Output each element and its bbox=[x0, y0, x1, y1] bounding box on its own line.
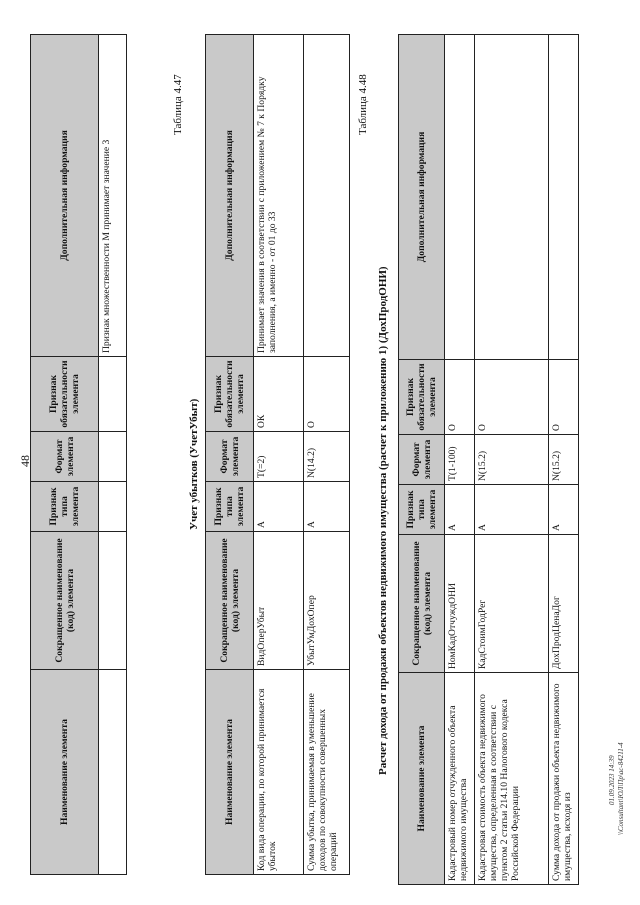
col-header-info: Дополнительная информация bbox=[399, 35, 445, 360]
col-header-mandatory: Признак обязательности элемента bbox=[206, 357, 254, 432]
cell-name: Сумма дохода от продажи объекта недвижимого имущества, исходя из bbox=[549, 673, 579, 885]
cell-mandatory: ОК bbox=[254, 357, 304, 432]
col-header-info: Дополнительная информация bbox=[31, 35, 99, 357]
table-row bbox=[99, 35, 127, 875]
footer-timestamp: 01.09.2023 14:39 bbox=[608, 755, 616, 805]
cell-name: Кадастровая стоимость объекта недвижимого имущества, определенная в соответствии с пунктом 2 статьи 214.10 Налогового кодекса Российской Федерации bbox=[475, 673, 549, 885]
table-row bbox=[304, 35, 350, 875]
cell-info: Принимает значения в соответствии с приложением № 7 к Порядку заполнения, а именно - от 01 до 33 bbox=[254, 35, 304, 357]
col-header-mandatory: Признак обязательности элемента bbox=[399, 360, 445, 435]
table-row bbox=[445, 35, 475, 885]
col-header-short: Сокращенное наименование (код) элемента bbox=[399, 535, 445, 673]
cell-name: Кадастровый номер отчужденного объекта недвижимого имущества bbox=[445, 673, 475, 885]
table-row bbox=[475, 35, 549, 885]
cell-type: А bbox=[445, 485, 475, 535]
cell-mandatory: О bbox=[445, 360, 475, 435]
cell-format: Т(1-100) bbox=[445, 435, 475, 485]
cell-type: А bbox=[304, 482, 350, 532]
cell-info: Признак множественности М принимает значение 3 bbox=[99, 35, 127, 357]
col-header-short: Сокращенное наименование (код) элемента bbox=[206, 532, 254, 670]
table-row bbox=[549, 35, 579, 885]
page-number: 48 bbox=[18, 455, 32, 467]
cell-format bbox=[99, 432, 127, 482]
cell-info bbox=[549, 35, 579, 360]
cell-mandatory: О bbox=[304, 357, 350, 432]
cell-type: А bbox=[254, 482, 304, 532]
table-title-4-47: Учет убытков (УчетУбыт) bbox=[188, 398, 200, 530]
col-header-format: Формат элемента bbox=[399, 435, 445, 485]
cell-type: А bbox=[475, 485, 549, 535]
col-header-format: Формат элемента bbox=[206, 432, 254, 482]
cell-short: ВидОперУбыт bbox=[254, 532, 304, 670]
cell-format: N(14.2) bbox=[304, 432, 350, 482]
cell-name bbox=[99, 670, 127, 875]
cell-info bbox=[445, 35, 475, 360]
cell-info bbox=[475, 35, 549, 360]
col-header-type: Признак типа элемента bbox=[206, 482, 254, 532]
col-header-info: Дополнительная информация bbox=[206, 35, 254, 357]
col-header-mandatory: Признак обязательности элемента bbox=[31, 357, 99, 432]
col-header-name: Наименование элемента bbox=[206, 670, 254, 875]
cell-format: N(15.2) bbox=[475, 435, 549, 485]
table-caption-4-48: Таблица 4.48 bbox=[357, 74, 369, 135]
cell-mandatory: О bbox=[549, 360, 579, 435]
cell-type: А bbox=[549, 485, 579, 535]
table-caption-4-47: Таблица 4.47 bbox=[172, 74, 184, 135]
cell-mandatory: О bbox=[475, 360, 549, 435]
cell-short: УбытУмДохОпер bbox=[304, 532, 350, 670]
table-title-4-48: Расчет дохода от продажи объектов недвижимого имущества (расчет к приложению 1) (ДохПродОНИ) bbox=[377, 266, 389, 775]
col-header-name: Наименование элемента bbox=[31, 670, 99, 875]
table-4-47 bbox=[205, 34, 350, 875]
cell-mandatory bbox=[99, 357, 127, 432]
cell-type bbox=[99, 482, 127, 532]
col-header-format: Формат элемента bbox=[31, 432, 99, 482]
cell-short bbox=[99, 532, 127, 670]
table-4-48 bbox=[398, 34, 579, 885]
cell-short: КадСтоимГодРег bbox=[475, 535, 549, 673]
cell-short: ДохПродЦенаДог bbox=[549, 535, 579, 673]
cell-format: N(15.2) bbox=[549, 435, 579, 485]
col-header-type: Признак типа элемента bbox=[399, 485, 445, 535]
cell-short: НомКадОтчуждОНИ bbox=[445, 535, 475, 673]
continuation-table bbox=[30, 34, 127, 875]
cell-format: Т(=2) bbox=[254, 432, 304, 482]
cell-info bbox=[304, 35, 350, 357]
col-header-short: Сокращенное наименование (код) элемента bbox=[31, 532, 99, 670]
cell-name: Сумма убытка, принимаемая в уменьшение доходов по совокупности совершенных операций bbox=[304, 670, 350, 875]
footer-path: \\Consultant\ЮЛ\Пр\ac-84211-4 bbox=[617, 742, 625, 835]
col-header-name: Наименование элемента bbox=[399, 673, 445, 885]
cell-name: Код вида операции, по которой принимается убыток bbox=[254, 670, 304, 875]
col-header-type: Признак типа элемента bbox=[31, 482, 99, 532]
table-row bbox=[254, 35, 304, 875]
